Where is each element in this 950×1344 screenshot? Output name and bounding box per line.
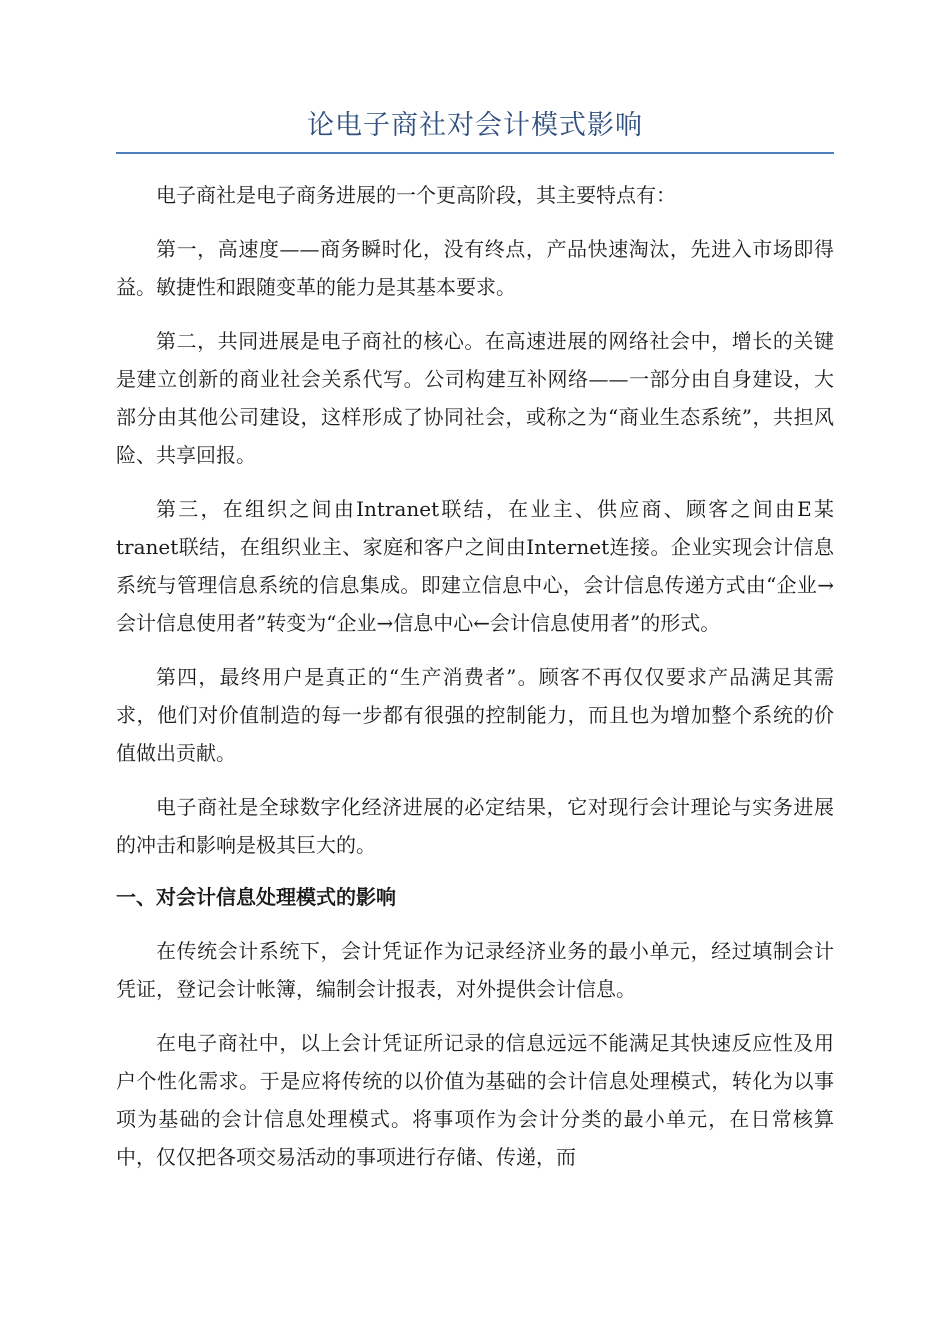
paragraph-conclusion: 电子商社是全球数字化经济进展的必定结果，它对现行会计理论与实务进展的冲击和影响是极其巨大的。 bbox=[116, 795, 834, 857]
paragraph-fourth-point: 第四，最终用户是真正的“生产消费者”。顾客不再仅仅要求产品满足其需求，他们对价值制造的每一步都有很强的控制能力，而且也为增加整个系统的价值做出贡献。 bbox=[116, 665, 834, 765]
paragraph-second-point: 第二，共同进展是电子商社的核心。在高速进展的网络社会中，增长的关键是建立创新的商业社会关系代写。公司构建互补网络——一部分由自身建设，大部分由其他公司建设，这样形成了协同社会，或称之为“商业生态系统”，共担风险、共享回报。 bbox=[116, 329, 834, 467]
paragraph-first-point: 第一，高速度——商务瞬时化，没有终点，产品快速淘汰，先进入市场即得益。敏捷性和跟随变革的能力是其基本要求。 bbox=[116, 237, 834, 299]
document-page bbox=[116, 106, 834, 1176]
document-title: 论电子商社对会计模式影响 bbox=[116, 106, 834, 154]
section-paragraph-traditional: 在传统会计系统下，会计凭证作为记录经济业务的最小单元，经过填制会计凭证，登记会计帐簿，编制会计报表，对外提供会计信息。 bbox=[116, 939, 834, 1001]
paragraph-intro: 电子商社是电子商务进展的一个更高阶段，其主要特点有： bbox=[156, 183, 676, 207]
paragraph-third-point: 第三，在组织之间由Intranet联结，在业主、供应商、顾客之间由E某tranet联结，在组织业主、家庭和客户之间由Internet连接。企业实现会计信息系统与管理信息系统的信息集成。即建立信息中心，会计信息传递方式由“企业→会计信息使用者”转变为“企业→信息中心←会计信息使用者”的形式。 bbox=[116, 497, 834, 635]
section-paragraph-ecommerce: 在电子商社中，以上会计凭证所记录的信息远远不能满足其快速反应性及用户个性化需求。于是应将传统的以价值为基础的会计信息处理模式，转化为以事项为基础的会计信息处理模式。将事项作为会计分类的最小单元，在日常核算中，仅仅把各项交易活动的事项进行存储、传递，而 bbox=[116, 1031, 834, 1169]
section-heading: 一、对会计信息处理模式的影响 bbox=[116, 885, 396, 909]
